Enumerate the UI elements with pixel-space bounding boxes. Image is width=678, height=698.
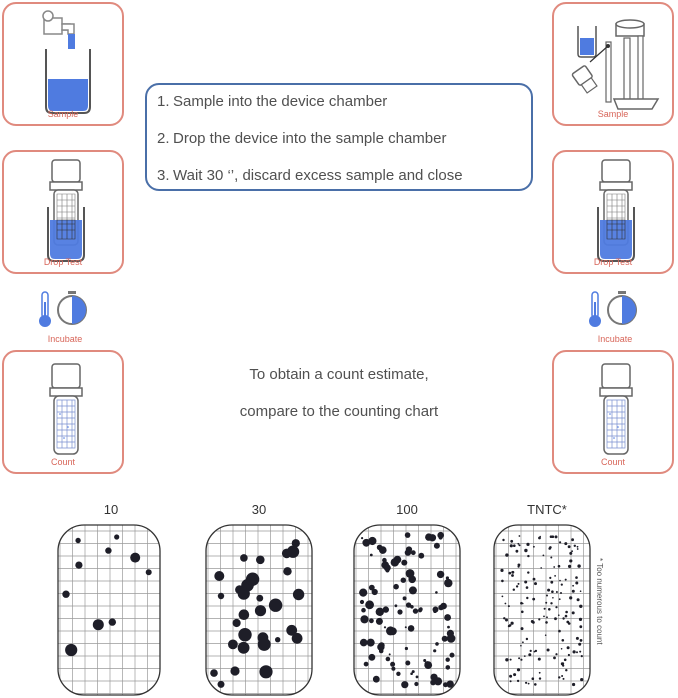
incubate-group-right — [575, 288, 655, 344]
plate-border-2 — [354, 525, 460, 695]
step-number: 1. — [157, 93, 170, 110]
instruction-line-2: compare to the counting chart — [239, 403, 439, 420]
incubate-group-left — [25, 288, 105, 344]
step-2 — [157, 129, 531, 166]
step-text: Wait 30 ‘’, discard excess sample and close — [173, 167, 463, 184]
sample-card-left — [2, 2, 124, 126]
step-text: Sample into the device chamber — [173, 93, 388, 110]
tntc-footnote: * Too numerous to count — [595, 558, 604, 645]
step-1 — [157, 92, 531, 129]
plate-border-3 — [494, 525, 590, 695]
drop-card-left — [2, 150, 124, 274]
plate-border-1 — [206, 525, 312, 695]
plate-0 — [58, 525, 160, 695]
drop-caption-right: Drop Test — [593, 257, 633, 267]
sample-caption-left: Sample — [47, 109, 79, 119]
sample-card-right — [552, 2, 674, 126]
count-card-left — [2, 350, 124, 474]
drop-card-right — [552, 150, 674, 274]
plate-2 — [354, 525, 460, 695]
thermometer-timer-icon — [575, 288, 655, 332]
count-caption-left: Count — [50, 457, 76, 467]
count-caption-right: Count — [600, 457, 626, 467]
plate-3 — [494, 525, 590, 695]
sample-caption-right: Sample — [597, 109, 629, 119]
plate-label-100: 100 — [396, 502, 418, 517]
drop-caption-left: Drop Test — [43, 257, 83, 267]
plate-label-30: 30 — [251, 502, 267, 517]
step-number: 3. — [157, 167, 170, 184]
plate-border-0 — [58, 525, 160, 695]
plate-1 — [206, 525, 312, 695]
step-number: 2. — [157, 130, 170, 147]
plate-label-tntc: TNTC* — [527, 502, 567, 517]
thermometer-timer-icon — [25, 288, 105, 332]
count-card-right — [552, 350, 674, 474]
instruction-line-1: To obtain a count estimate, — [249, 366, 429, 383]
incubate-caption-right: Incubate — [597, 334, 633, 344]
step-3 — [157, 166, 531, 203]
incubate-caption-left: Incubate — [47, 334, 83, 344]
steps-box — [145, 83, 533, 191]
step-text: Drop the device into the sample chamber — [173, 130, 447, 147]
plate-label-10: 10 — [103, 502, 119, 517]
